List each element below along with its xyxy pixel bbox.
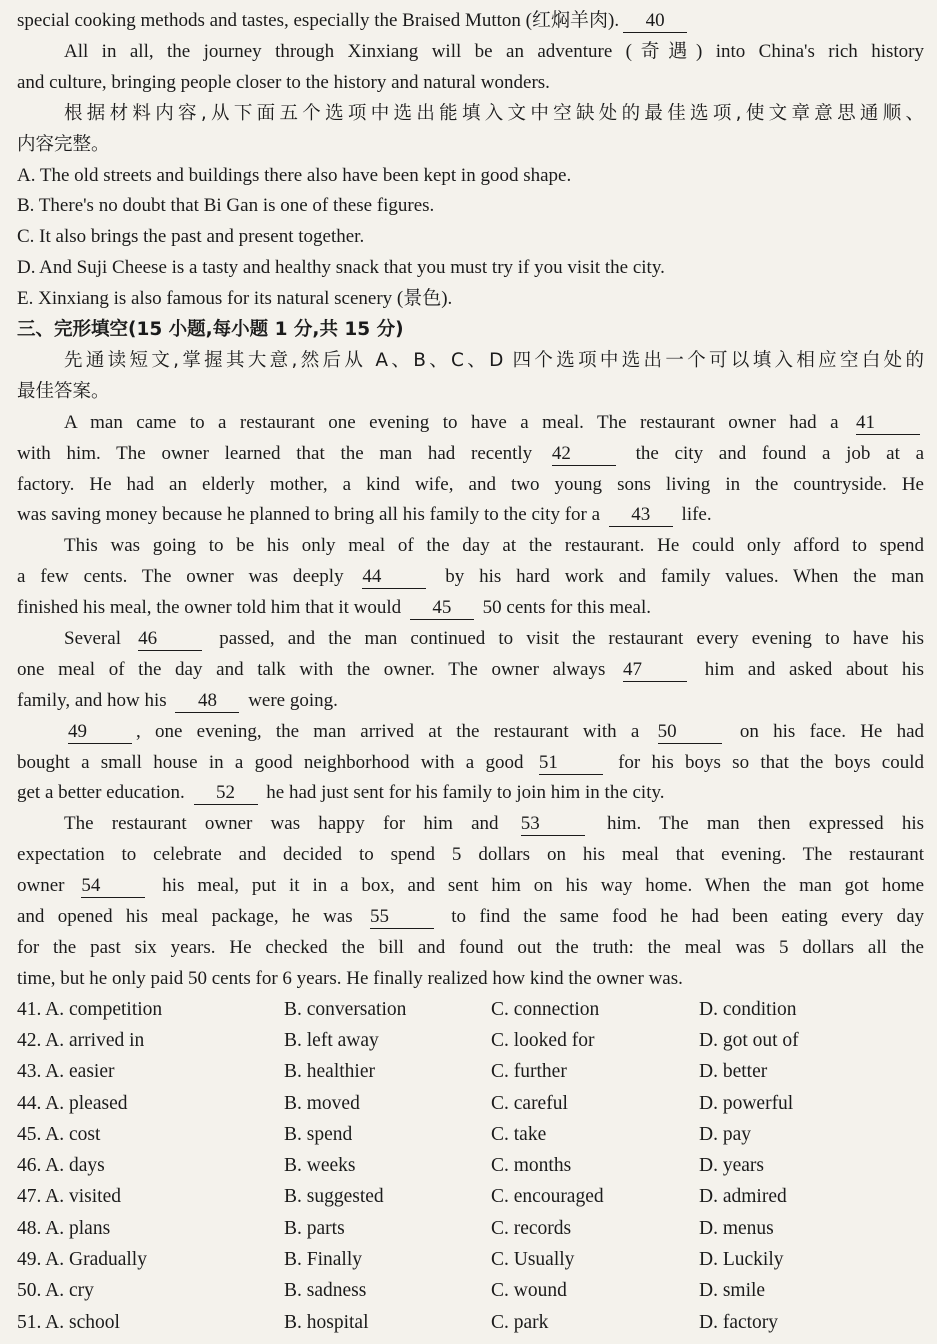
passage-line: and opened his meal package, he was 55 to find the same food he had been eating every day [17, 906, 924, 928]
option-a[interactable]: 47. A. visited [17, 1186, 122, 1208]
option-c[interactable]: C. further [491, 1061, 567, 1083]
blank-52[interactable]: 52 [194, 782, 258, 805]
blank-41[interactable]: 41 [856, 412, 920, 435]
option-row-50 [17, 1276, 927, 1307]
option-d[interactable]: D. condition [699, 998, 797, 1020]
option-c[interactable]: C. take [491, 1123, 547, 1145]
option-a[interactable]: 50. A. cry [17, 1280, 94, 1302]
blank-40[interactable]: 40 [623, 10, 687, 33]
passage-line: for the past six years. He checked the bill and found out the truth: the meal was 5 dollars all the [17, 936, 924, 958]
choice-e: E. Xinxiang is also famous for its natural scenery (景色). [17, 288, 453, 310]
passage-line: was saving money because he planned to bring all his family to the city for a 43 life. [17, 504, 712, 526]
option-c[interactable]: C. records [491, 1217, 572, 1239]
blank-46[interactable]: 46 [138, 628, 202, 651]
option-row-51 [17, 1307, 927, 1338]
option-d[interactable]: D. admired [699, 1186, 787, 1208]
option-b[interactable]: B. weeks [284, 1155, 356, 1177]
passage-line: This was going to be his only meal of the day at the restaurant. He could only afford to spend [64, 535, 924, 557]
blank-55[interactable]: 55 [370, 906, 434, 929]
passage-line: time, but he only paid 50 cents for 6 years. He finally realized how kind the owner was. [17, 967, 683, 989]
option-d[interactable]: D. smile [699, 1280, 766, 1302]
blank-51[interactable]: 51 [539, 752, 603, 775]
option-row-48 [17, 1213, 927, 1244]
option-a[interactable]: 44. A. pleased [17, 1092, 128, 1114]
option-row-43 [17, 1057, 927, 1088]
option-a[interactable]: 43. A. easier [17, 1061, 115, 1083]
option-a[interactable]: 42. A. arrived in [17, 1029, 145, 1051]
passage-line: A man came to a restaurant one evening to have a meal. The restaurant owner had a 41 [17, 408, 924, 439]
option-d[interactable]: D. Luckily [699, 1249, 784, 1271]
passage-line: 49 , one evening, the man arrived at the restaurant with a 50 on his face. He had [68, 720, 924, 742]
option-c[interactable]: C. park [491, 1311, 549, 1333]
option-row-41 [17, 994, 927, 1025]
option-b[interactable]: B. hospital [284, 1311, 369, 1333]
option-d[interactable]: D. powerful [699, 1092, 794, 1114]
option-c[interactable]: C. Usually [491, 1249, 575, 1271]
passage-line: family, and how his 48 were going. [17, 689, 338, 711]
option-b[interactable]: B. conversation [284, 998, 407, 1020]
option-c[interactable]: C. encouraged [491, 1186, 604, 1208]
choice-b: B. There's no doubt that Bi Gan is one of these figures. [17, 195, 435, 217]
passage-line: factory. He had an elderly mother, a kind wife, and two young sons living in the countryside. He [17, 473, 924, 495]
answer-options [17, 994, 927, 1338]
closing-line: All in all, the journey through Xinxiang will be an adventure (奇遇) into China's rich history [64, 40, 924, 62]
option-d[interactable]: D. got out of [699, 1029, 799, 1051]
option-row-46 [17, 1150, 927, 1181]
option-row-45 [17, 1119, 927, 1150]
blank-48[interactable]: 48 [175, 690, 239, 713]
passage-line: get a better education. 52 he had just sent for his family to join him in the city. [17, 782, 665, 804]
passage-line: one meal of the day and talk with the owner. The owner always 47 him and asked about his [17, 658, 924, 680]
blank-43[interactable]: 43 [609, 504, 673, 527]
option-c[interactable]: C. months [491, 1155, 572, 1177]
passage-line: The restaurant owner was happy for him and 53 him. The man then expressed his [64, 813, 924, 835]
passage-line: a few cents. The owner was deeply 44 by his hard work and family values. When the man [17, 566, 924, 588]
instruction-cn: 根据材料内容,从下面五个选项中选出能填入文中空缺处的最佳选项,使文章意思通顺、 [64, 102, 924, 124]
choice-c: C. It also brings the past and present together. [17, 226, 365, 248]
option-row-44 [17, 1088, 927, 1119]
option-d[interactable]: D. years [699, 1155, 764, 1177]
option-a[interactable]: 51. A. school [17, 1311, 120, 1333]
blank-47[interactable]: 47 [623, 659, 687, 682]
section-instruction: 最佳答案。 [17, 380, 110, 402]
option-a[interactable]: 46. A. days [17, 1155, 105, 1177]
option-d[interactable]: D. menus [699, 1217, 774, 1239]
section-title: 三、完形填空(15 小题,每小题 1 分,共 15 分) [17, 319, 404, 341]
passage-line: owner 54 his meal, put it in a box, and sent him on his way home. When the man got home [17, 875, 924, 897]
option-c[interactable]: C. wound [491, 1280, 567, 1302]
option-row-42 [17, 1025, 927, 1056]
passage-line: bought a small house in a good neighborhood with a good 51 for his boys so that the boys could [17, 751, 924, 773]
option-a[interactable]: 48. A. plans [17, 1217, 111, 1239]
option-c[interactable]: C. looked for [491, 1029, 595, 1051]
option-c[interactable]: C. careful [491, 1092, 568, 1114]
instruction-cn: 内容完整。 [17, 133, 110, 155]
passage-line: finished his meal, the owner told him that it would 45 50 cents for this meal. [17, 597, 651, 619]
passage-line: with him. The owner learned that the man had recently 42 the city and found a job at a [17, 442, 924, 464]
option-a[interactable]: 49. A. Gradually [17, 1249, 147, 1271]
option-row-49 [17, 1244, 927, 1275]
option-b[interactable]: B. spend [284, 1123, 353, 1145]
blank-50[interactable]: 50 [658, 721, 722, 744]
option-b[interactable]: B. Finally [284, 1249, 363, 1271]
option-row-47 [17, 1182, 927, 1213]
passage-line: expectation to celebrate and decided to spend 5 dollars on his meal that evening. The restaurant [17, 844, 924, 866]
option-b[interactable]: B. suggested [284, 1186, 384, 1208]
reading-text [17, 6, 924, 995]
option-b[interactable]: B. moved [284, 1092, 360, 1114]
blank-54[interactable]: 54 [81, 875, 145, 898]
blank-53[interactable]: 53 [521, 813, 585, 836]
option-d[interactable]: D. pay [699, 1123, 751, 1145]
option-b[interactable]: B. left away [284, 1029, 379, 1051]
section-instruction: 先通读短文,掌握其大意,然后从 A、B、C、D 四个选项中选出一个可以填入相应空白处的 [64, 349, 924, 371]
choice-a: A. The old streets and buildings there also have been kept in good shape. [17, 164, 572, 186]
option-a[interactable]: 45. A. cost [17, 1123, 101, 1145]
option-b[interactable]: B. parts [284, 1217, 345, 1239]
option-c[interactable]: C. connection [491, 998, 600, 1020]
option-d[interactable]: D. better [699, 1061, 768, 1083]
option-a[interactable]: 41. A. competition [17, 998, 163, 1020]
option-d[interactable]: D. factory [699, 1311, 779, 1333]
passage-line: Several 46 passed, and the man continued to visit the restaurant every evening to have his [64, 628, 924, 649]
choice-d: D. And Suji Cheese is a tasty and healthy snack that you must try if you visit the city. [17, 257, 665, 279]
option-b[interactable]: B. sadness [284, 1280, 367, 1302]
previous-passage-end: special cooking methods and tastes, especially the Braised Mutton (红焖羊肉). 40 [17, 6, 924, 37]
blank-45[interactable]: 45 [410, 597, 474, 620]
closing-line: and culture, bringing people closer to the history and natural wonders. [17, 71, 550, 93]
blank-42[interactable]: 42 [552, 443, 616, 466]
option-b[interactable]: B. healthier [284, 1061, 375, 1083]
blank-44[interactable]: 44 [362, 566, 426, 589]
blank-49[interactable]: 49 [68, 721, 132, 744]
